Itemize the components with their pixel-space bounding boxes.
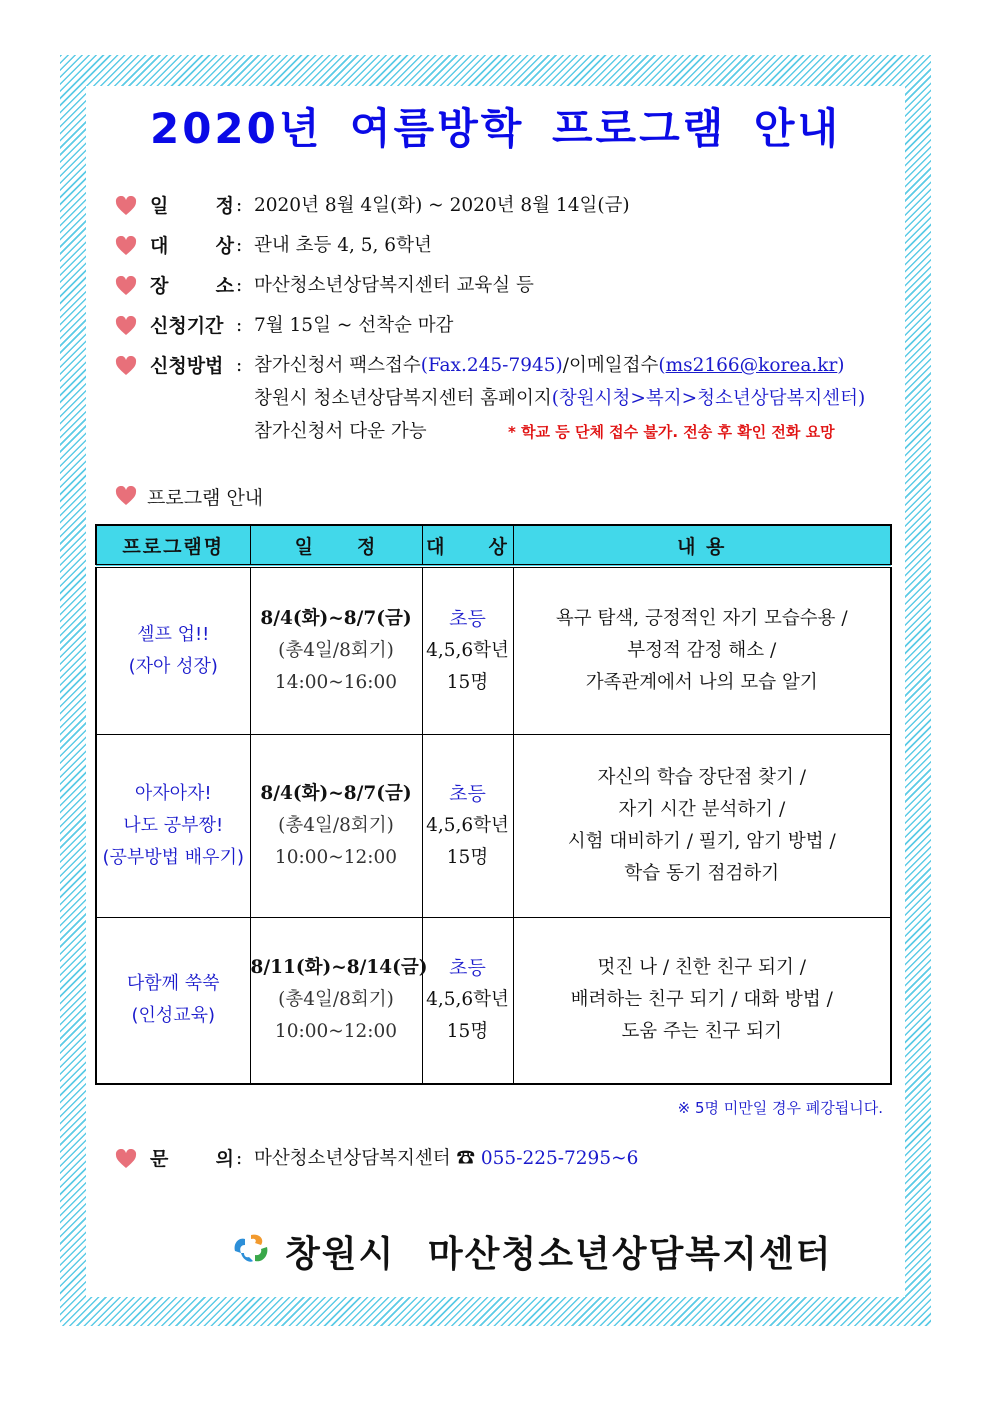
table-header-row	[96, 525, 891, 566]
program-content: 욕구 탐색, 긍정적인 자기 모습수용 / 부정적 감정 해소 / 가족관계에서 나의 모습 알기	[513, 566, 891, 734]
col-header-schedule: 일 정	[250, 525, 422, 566]
program-target: 초등 4,5,6학년 15명	[422, 566, 513, 734]
footer-logo	[231, 1226, 832, 1276]
heart-bullet-icon	[115, 356, 137, 376]
info-row-application-method: 신청방법 : 참가신청서 팩스접수(Fax.245-7945)/이메일접수(ms2166@korea.kr)	[110, 346, 890, 386]
info-value: 7월 15일 ~ 선착순 마감	[254, 315, 454, 336]
info-label: 신청기간	[150, 315, 224, 337]
program-schedule: 8/11(화)~8/14(금) (총4일/8회기) 10:00~12:00	[250, 917, 422, 1084]
contact-row: 문 의 : 마산청소년상담복지센터 ☎ 055-225-7295~6	[110, 1139, 810, 1179]
striped-page-border	[60, 55, 931, 1326]
page-content: 2020년 여름방학 프로그램 안내 일 정 : 2020년 8월 4일(화) ~ 2020년 8월 14일(금) 대 상 : 관내 초등 4, 5, 6학년 장 소 : 마산청소년상담복지센터 교육실 등 신청기간 : 7월 15일 ~ 선착순 마감 신청방법 : 참가신청서 팩스접수(Fax.245-7945)/이메일접수(ms2166@korea.kr) 창원시 청소년상담복지센터 홈페이지(창원시청>복지>청소년상담복지센터) 참가신청서 다운 가능 * 학교 등 단체 접수 불가. 전송 후 확인 전화 요망 프로그램 안내 프로그램명 일 정 대 상 내 용 셀프 업!! (자아 성장) 8/4(화)~8/7(금) (총4일/8회기) 14:00~16:00 초등 4,5,6학년 15명 욕구 탐색, 긍정적인 자기 모습수용 / 부정적 감정 해소 / 가족관계에서 나의 모습 알기 아자아자! 나도 공부짱! (공부방법 배우기) 8/4(화)~8/7(금) (총4일/8회기) 10:00~12:00 초등 4,5,6학년 15명 자신의 학습 장단점 찾기 / 자기 시간 분석하기 / 시험 대비하기 / 필기, 암기 방법 / 학습 동기 점검하기 다함께 쑥쑥 (인성교육) 8/11(화)~8/14(금) (총4일/8회기) 10:00~12:00 초등 4,5,6학년 15명 멋진 나 / 친한 친구 되기 / 배려하는 친구 되기 / 대화 방법 / 도움 주는 친구 되기 ※ 5명 미만일 경우 폐강됩니다. 문 의 : 마산청소년상담복지센터 ☎ 055-225-7295~6 창원시 마산청소년상담복지센터	[86, 86, 905, 1297]
program-schedule: 8/4(화)~8/7(금) (총4일/8회기) 10:00~12:00	[250, 734, 422, 917]
table-row	[96, 734, 891, 917]
program-content: 멋진 나 / 친한 친구 되기 / 배려하는 친구 되기 / 대화 방법 / 도움 주는 친구 되기	[513, 917, 891, 1084]
col-header-program: 프로그램명	[96, 525, 250, 566]
page-title: 2020년 여름방학 프로그램 안내	[149, 104, 842, 153]
info-row-download: 참가신청서 다운 가능 * 학교 등 단체 접수 불가. 전송 후 확인 전화 요망	[110, 412, 890, 452]
program-target: 초등 4,5,6학년 15명	[422, 734, 513, 917]
heart-bullet-icon	[115, 236, 137, 256]
table-row	[96, 566, 891, 734]
contact-label: 문 의	[150, 1148, 234, 1170]
heart-bullet-icon	[115, 1149, 137, 1169]
program-name: 셀프 업!! (자아 성장)	[96, 566, 250, 734]
program-name: 다함께 쑥쑥 (인성교육)	[96, 917, 250, 1084]
warning-text: * 학교 등 단체 접수 불가. 전송 후 확인 전화 요망	[508, 423, 835, 441]
program-table	[95, 524, 892, 1085]
col-header-content: 내 용	[513, 525, 891, 566]
homepage-path: (창원시청>복지>청소년상담복지센터)	[551, 388, 866, 409]
program-name: 아자아자! 나도 공부짱! (공부방법 배우기)	[96, 734, 250, 917]
heart-bullet-icon	[115, 196, 137, 216]
info-label: 장 소	[150, 275, 234, 297]
phone-icon: ☎	[456, 1148, 475, 1169]
org-name: 창원시 마산청소년상담복지센터	[285, 1233, 833, 1275]
program-target: 초등 4,5,6학년 15명	[422, 917, 513, 1084]
heart-bullet-icon	[115, 276, 137, 296]
info-value: 관내 초등 4, 5, 6학년	[254, 235, 432, 256]
info-label: 일 정	[150, 195, 234, 217]
info-row-homepage: 창원시 청소년상담복지센터 홈페이지(창원시청>복지>청소년상담복지센터)	[254, 388, 866, 409]
info-label: 신청방법	[150, 355, 224, 377]
heart-bullet-icon	[115, 486, 137, 506]
col-header-target: 대 상	[422, 525, 513, 566]
table-row	[96, 917, 891, 1084]
cancellation-note: ※ 5명 미만일 경우 폐강됩니다.	[677, 1099, 883, 1117]
email-link[interactable]: ms2166@korea.kr	[665, 355, 838, 376]
info-value: 마산청소년상담복지센터 교육실 등	[254, 275, 534, 296]
info-label: 대 상	[150, 235, 234, 257]
info-value: 참가신청서 팩스접수(Fax.245-7945)/이메일접수(ms2166@korea.kr)	[254, 355, 845, 376]
heart-bullet-icon	[115, 316, 137, 336]
program-schedule: 8/4(화)~8/7(금) (총4일/8회기) 14:00~16:00	[250, 566, 422, 734]
program-content: 자신의 학습 장단점 찾기 / 자기 시간 분석하기 / 시험 대비하기 / 필기, 암기 방법 / 학습 동기 점검하기	[513, 734, 891, 917]
fax-number: (Fax.245-7945)	[420, 355, 563, 376]
center-logo-icon	[231, 1231, 271, 1271]
info-value: 2020년 8월 4일(화) ~ 2020년 8월 14일(금)	[254, 195, 630, 216]
phone-number: 055-225-7295~6	[480, 1148, 639, 1169]
